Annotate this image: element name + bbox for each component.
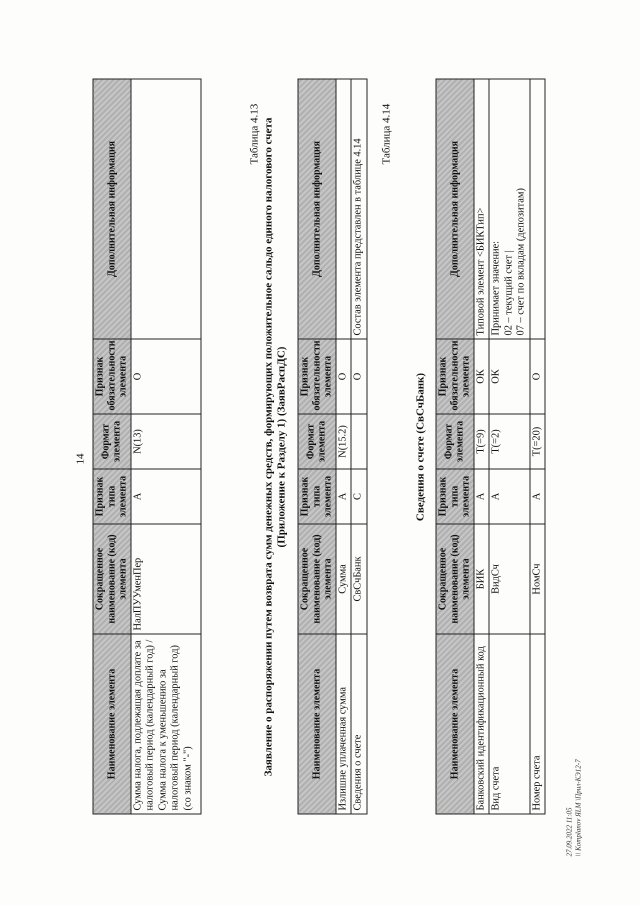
cell-type: А [335,469,351,524]
cell-required: ОК [473,339,489,414]
cell-info [473,79,489,339]
table-continuation [92,79,201,815]
header-format: Формат элемента [298,414,336,469]
print-footer [565,759,583,856]
header-info: Дополнительная информация [298,79,336,339]
cell-format: N(15.2) [335,414,351,469]
cell-required: О [335,339,351,414]
header-short: Сокращенное наименование (код) элемента [93,524,131,634]
table-header-row [298,79,336,814]
header-format: Формат элемента [93,414,131,469]
table-row [473,79,489,814]
header-required: Признак обязательности элемента [298,339,336,414]
table-row [351,79,367,814]
cell-short: ВидСч [489,524,530,634]
table-4-14-title: Сведения о счете (СвСчБанк) [414,372,426,522]
header-name: Наименование элемента [436,634,474,814]
cell-type: А [489,469,530,524]
cell-info [130,79,200,339]
table-4-14-caption: Таблица 4.14 [380,103,392,165]
info-line: 07 – счет по вкладам (депозитам) [515,188,526,336]
cell-name: Банковский идентификационный код [473,634,489,814]
header-type: Признак типа элемента [298,469,336,524]
footer-path: \\ Komplanov ЯLM \Прил-КЭ12-7 [574,759,582,857]
header-info: Дополнительная информация [93,79,131,339]
table-row [130,79,200,814]
info-line: Принимает значение: [490,240,501,336]
header-required: Признак обязательности элемента [436,339,474,414]
header-type: Признак типа элемента [436,469,474,524]
cell-name: Излишне уплаченная сумма [335,634,351,814]
cell-required: О [529,339,545,414]
header-required: Признак обязательности элемента [93,339,131,414]
cell-info: Состав элемента представлен в таблице 4.14 [351,79,367,339]
cell-format: T(=9) [473,414,489,469]
cell-short: Сумма [335,524,351,634]
table-row [489,79,530,814]
cell-format: T(=2) [489,414,530,469]
header-name: Наименование элемента [93,634,131,814]
cell-type: А [473,469,489,524]
table-header-row [93,79,131,814]
cell-name: Номер счета [529,634,545,814]
header-name: Наименование элемента [298,634,336,814]
header-type: Признак типа элемента [93,469,131,524]
cell-info [529,79,545,339]
cell-short: НалПУУменПер [130,524,200,634]
table-4-14 [435,79,545,815]
cell-type: А [529,469,545,524]
cell-required: ОК [489,339,530,414]
rotated-content [40,40,600,865]
cell-name: Сумма налога, подлежащая доплате за налоговый период (календарный год) / Сумма налога к уменьшению за налоговый период (календарный год) (со знаком "-") [130,634,200,814]
cell-format [351,414,367,469]
cell-short: НомСч [529,524,545,634]
cell-short: СвСчБанк [351,524,367,634]
info-line: Типовой элемент <БИКТип> [474,207,486,336]
header-short: Сокращенное наименование (код) элемента [436,524,474,634]
table-row [335,79,351,814]
cell-required: О [351,339,367,414]
table-4-13-title-line1: Заявление о распоряжении путем возврата сумм денежных средств, формирующих положительное сальдо единого налогового счета [262,117,274,777]
page-number: 14 [74,453,86,465]
table-row [529,79,545,814]
cell-name: Вид счета [489,634,530,814]
cell-format: T(=20) [529,414,545,469]
cell-info [335,79,351,339]
cell-type: С [351,469,367,524]
header-info: Дополнительная информация [436,79,474,339]
cell-type: А [130,469,200,524]
cell-name: Сведения о счете [351,634,367,814]
cell-required: О [130,339,200,414]
header-short: Сокращенное наименование (код) элемента [298,524,336,634]
cell-format: N(13) [130,414,200,469]
cell-info [489,79,530,339]
cell-short: БИК [473,524,489,634]
table-4-13-caption: Таблица 4.13 [248,103,260,165]
info-line: 02 – текущий счет | [502,250,514,336]
header-format: Формат элемента [436,414,474,469]
footer-date: 27.09.2022 11:05 [565,807,573,857]
table-4-13-title [262,80,288,815]
table-4-13 [297,79,367,815]
table-header-row [436,79,474,814]
table-4-13-title-line2: (Приложение к Разделу 1) (ЗаявРаспДС) [275,346,287,548]
